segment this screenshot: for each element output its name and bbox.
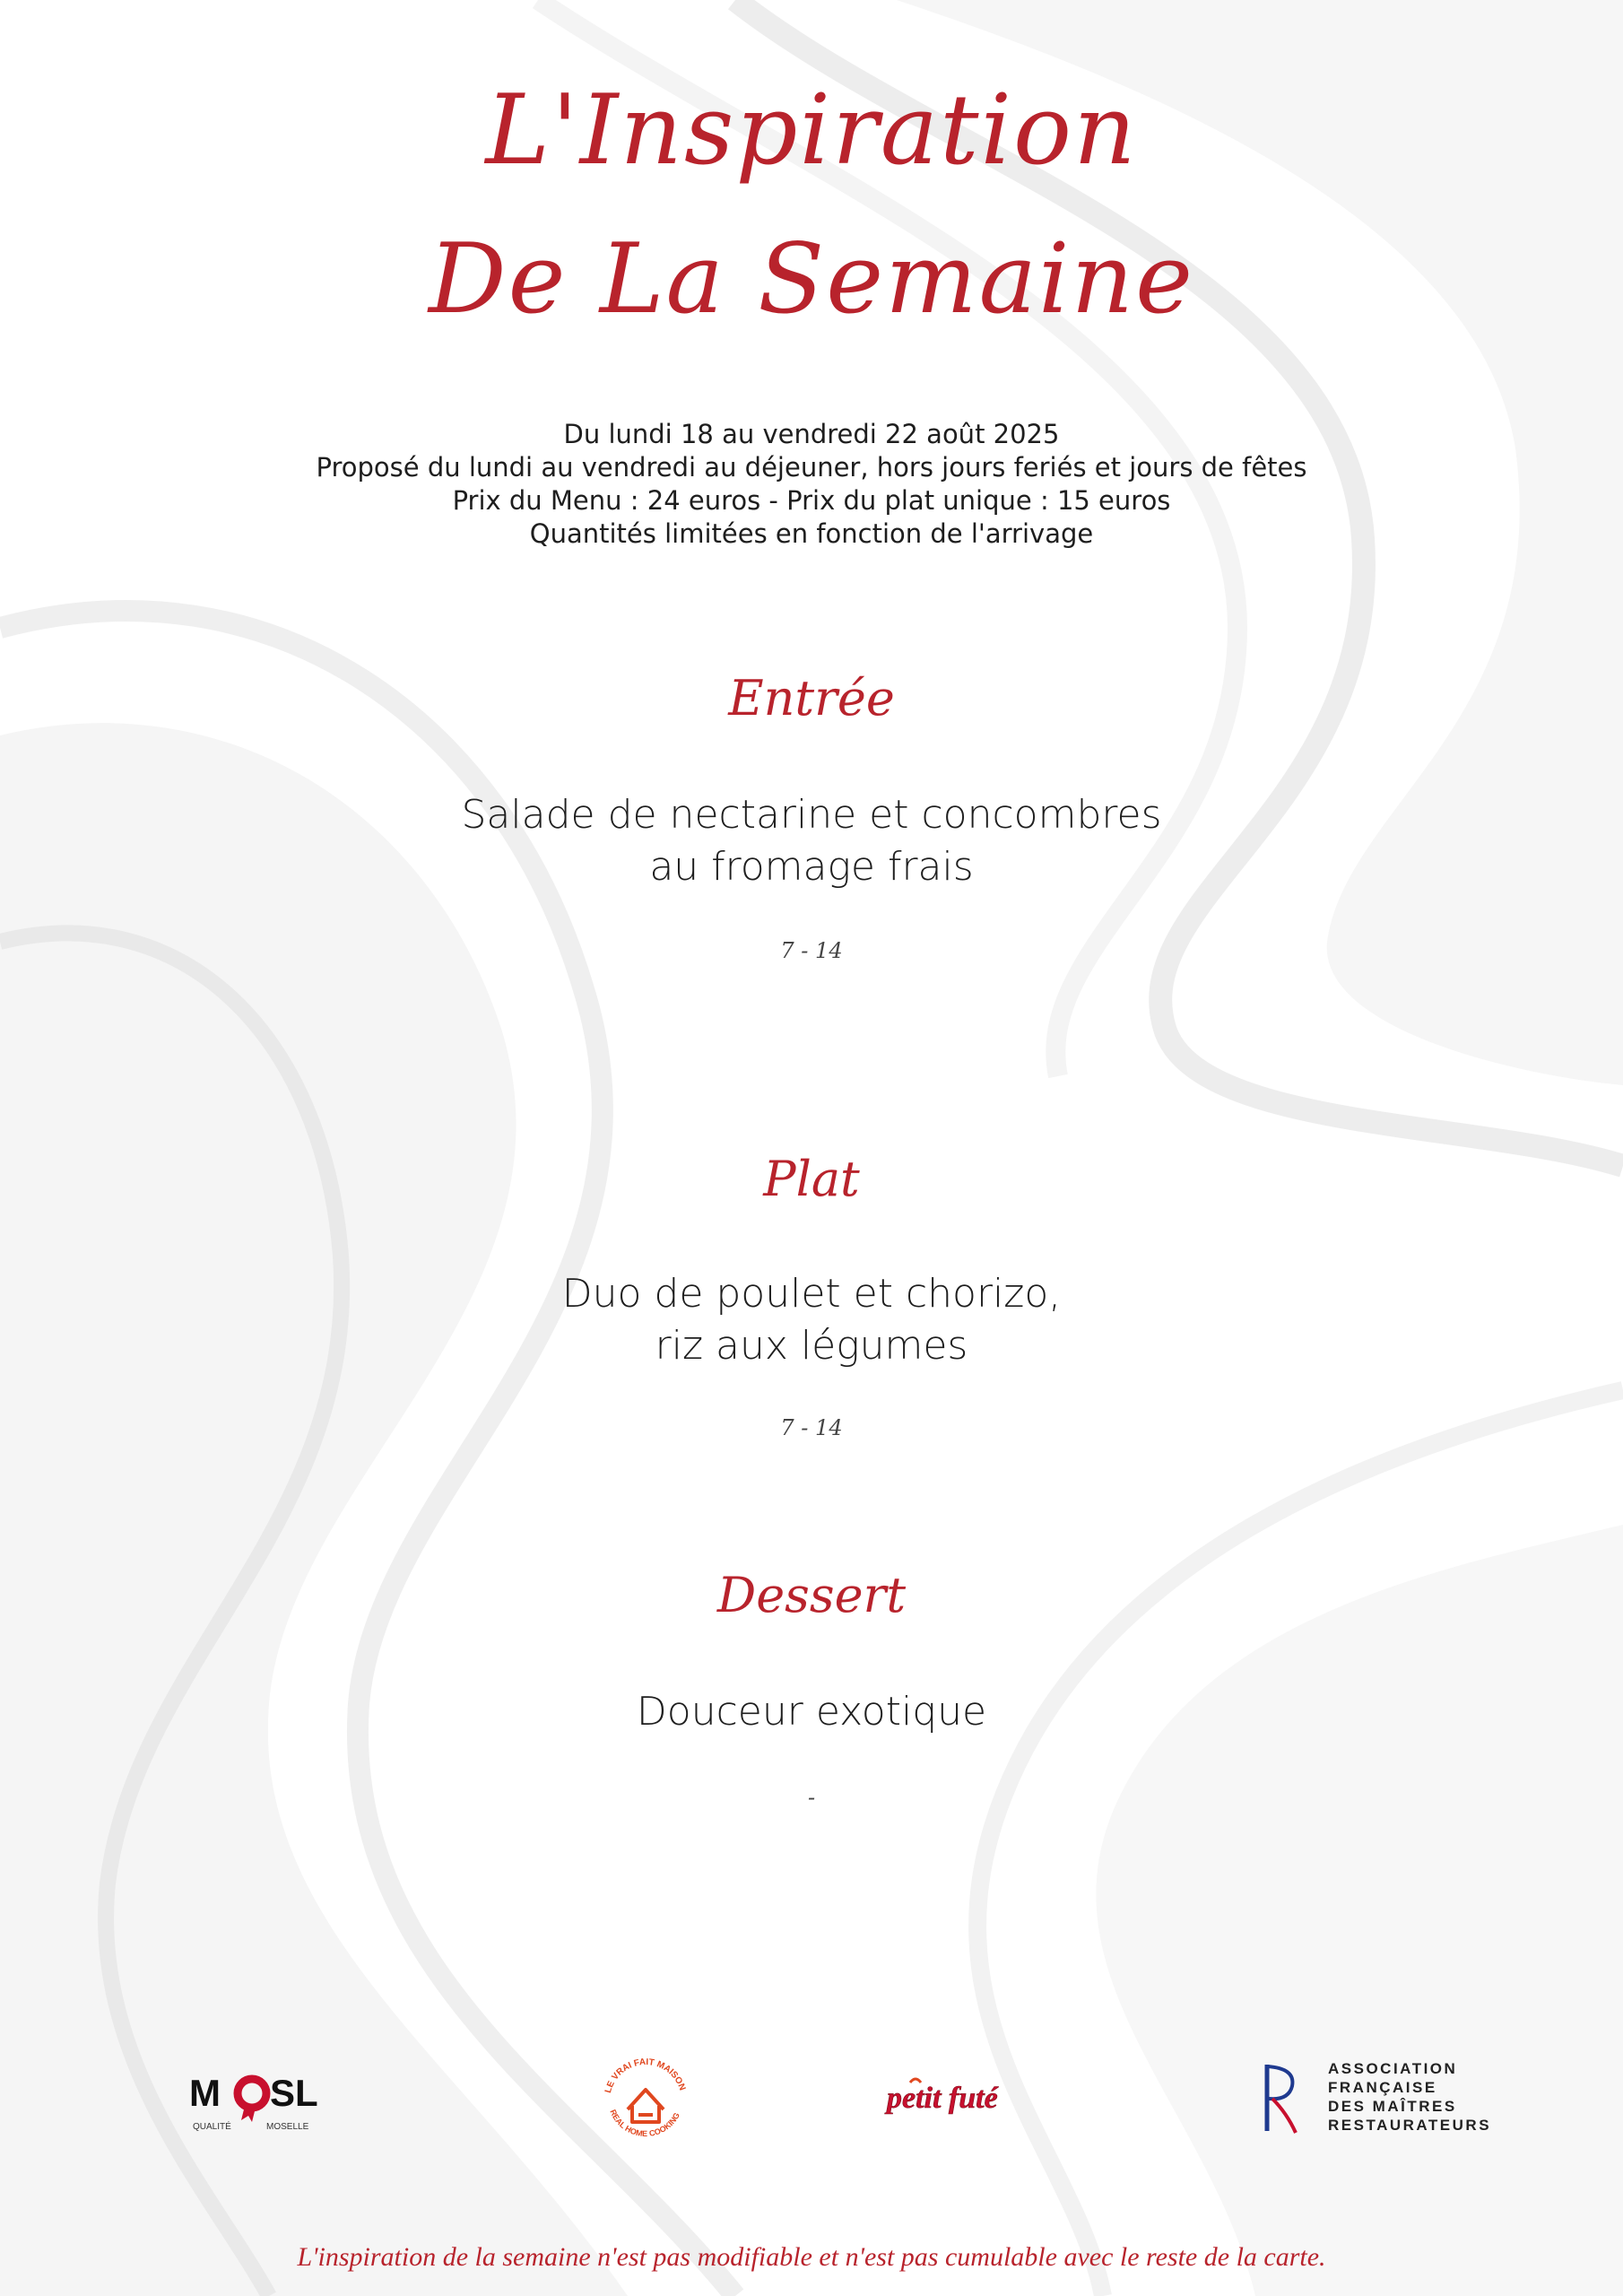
afmr-line-1: ASSOCIATION: [1328, 2060, 1458, 2077]
dish-entree-line-1: Salade de nectarine et concombres: [461, 792, 1162, 838]
allergens-entree: 7 - 14: [780, 938, 843, 963]
svg-text:REAL HOME COOKING: REAL HOME COOKING: [608, 2108, 681, 2139]
info-prices: Prix du Menu : 24 euros - Prix du plat unique : 15 euros: [452, 485, 1171, 516]
allergens-dessert: -: [807, 1785, 816, 1810]
dish-plat-line-1: Duo de poulet et chorizo,: [561, 1271, 1062, 1317]
afmr-r-mark: [1260, 2059, 1301, 2136]
allergens-plat: 7 - 14: [780, 1415, 843, 1440]
afmr-line-2: FRANÇAISE: [1328, 2079, 1437, 2096]
dish-plat: [0, 1268, 1623, 1372]
fait-maison-logo: [592, 2045, 699, 2152]
petit-fute-logo-mark: [883, 2074, 1058, 2120]
afmr-line-4: RESTAURATEURS: [1328, 2117, 1492, 2134]
afmr-logo: [1260, 2059, 1529, 2140]
fait-maison-logo-mark: [592, 2045, 699, 2152]
dish-dessert: [0, 1686, 1623, 1738]
afmr-text: [1328, 2059, 1491, 2135]
menu-info: [0, 418, 1623, 551]
mosl-logo-mark: [184, 2061, 345, 2133]
afmr-line-3: DES MAÎTRES: [1328, 2098, 1457, 2115]
svg-text:petit futé: petit futé: [887, 2082, 998, 2115]
page-title-line-2: De La Semaine: [429, 223, 1194, 335]
petit-fute-logo: [883, 2074, 1058, 2120]
dish-dessert-line-1: Douceur exotique: [636, 1689, 987, 1735]
info-quantity: Quantités limitées en fonction de l'arrivage: [529, 518, 1094, 549]
footer-note: L'inspiration de la semaine n'est pas modifiable et n'est pas cumulable avec le reste de la carte.: [297, 2242, 1326, 2272]
svg-text:LE VRAI FAIT MAISON: LE VRAI FAIT MAISON: [603, 2057, 688, 2094]
svg-text:MOSELLE: MOSELLE: [266, 2122, 309, 2132]
info-dates: Du lundi 18 au vendredi 22 août 2025: [563, 419, 1060, 449]
course-heading-plat: Plat: [763, 1151, 860, 1207]
svg-text:QUALITÉ: QUALITÉ: [193, 2122, 231, 2132]
dish-entree-line-2: au fromage frais: [649, 844, 974, 890]
svg-text:SL: SL: [270, 2072, 318, 2114]
dish-plat-line-2: riz aux légumes: [655, 1323, 968, 1369]
course-heading-dessert: Dessert: [716, 1567, 907, 1623]
mosl-logo: [184, 2061, 345, 2133]
course-heading-entree: Entrée: [728, 670, 895, 726]
svg-text:M: M: [189, 2072, 221, 2114]
dish-entree: [0, 789, 1623, 893]
page-title-line-1: L'Inspiration: [485, 74, 1138, 187]
info-availability: Proposé du lundi au vendredi au déjeuner, hors jours feriés et jours de fêtes: [316, 452, 1307, 483]
